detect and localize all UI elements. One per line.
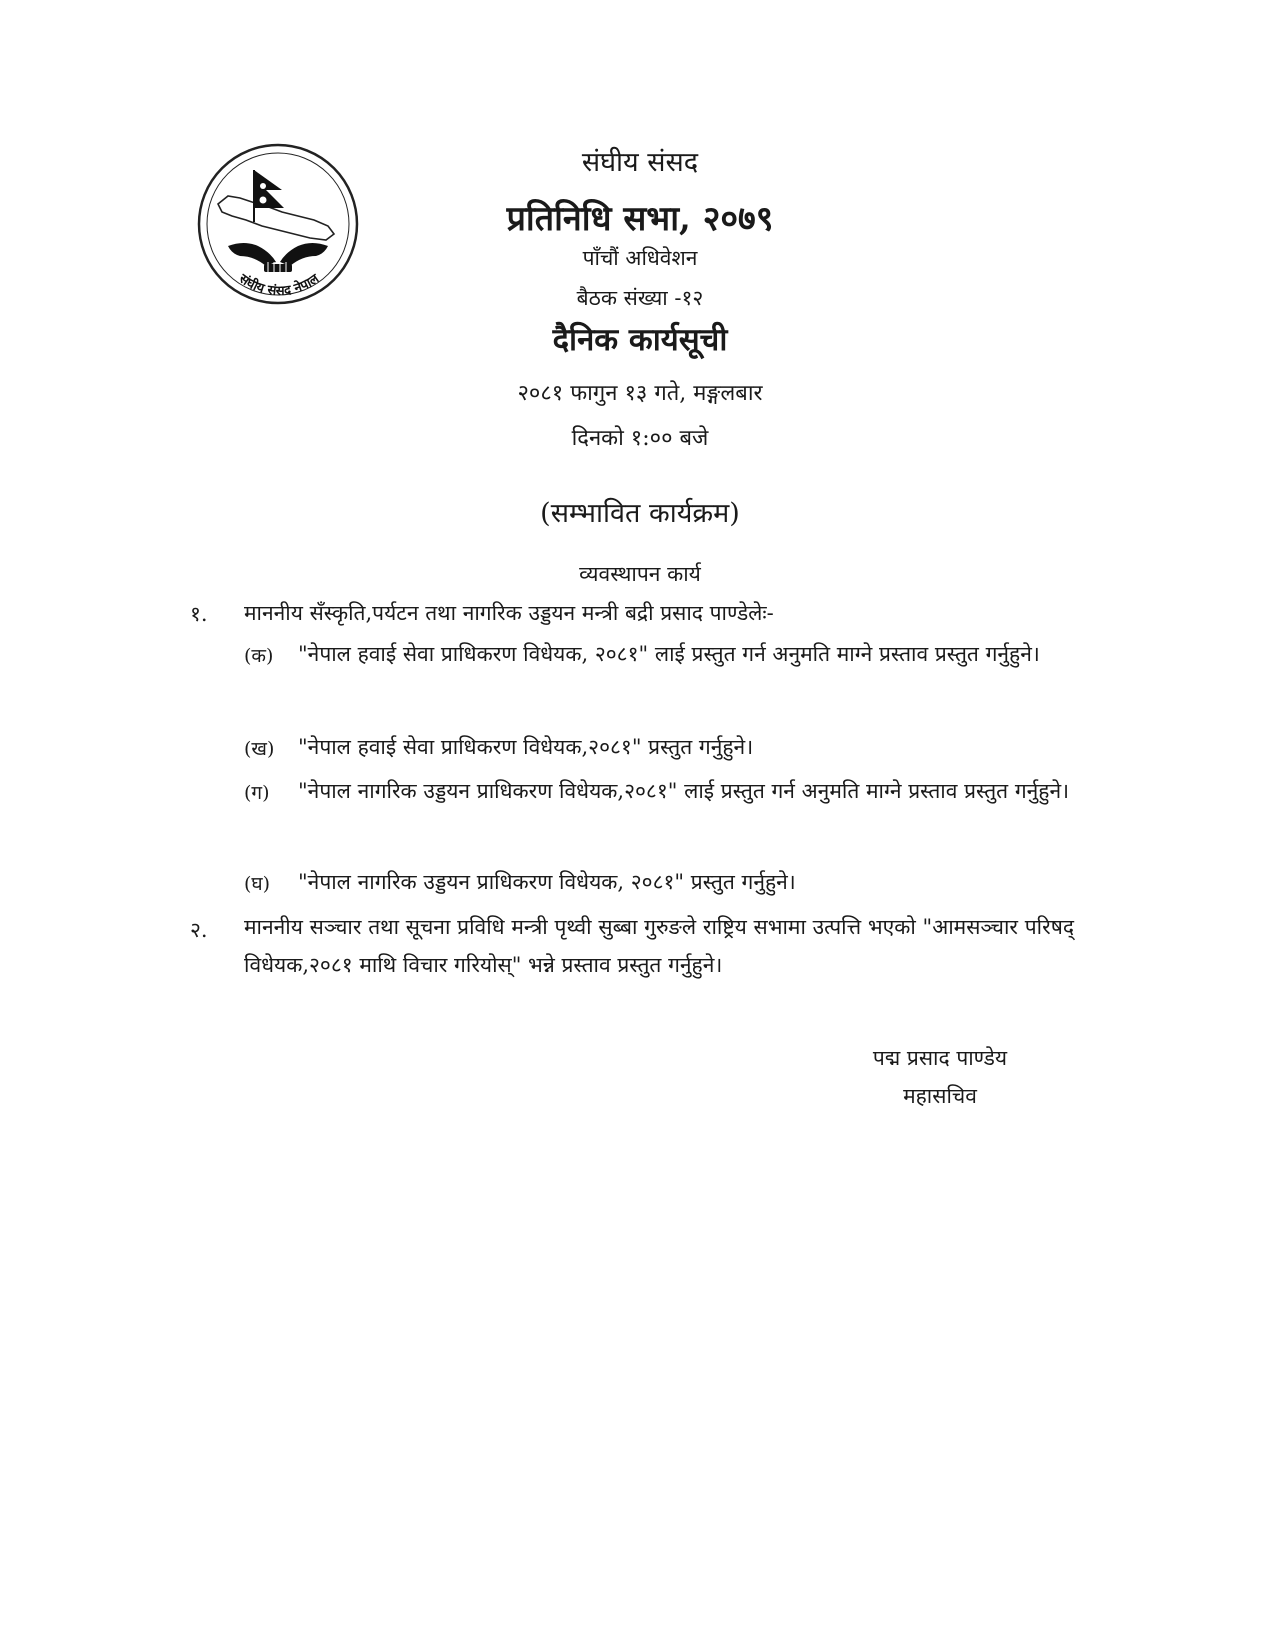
item-number: २. <box>190 918 208 942</box>
subitem-label: (ख) <box>244 738 275 760</box>
agenda-title: दैनिक कार्यसूची <box>552 322 728 358</box>
signatory-title: महासचिव <box>903 1084 977 1108</box>
item-number: १. <box>190 602 208 626</box>
programme-heading: (सम्भावित कार्यक्रम) <box>540 498 740 529</box>
parliament-emblem-icon <box>196 142 360 306</box>
session-label: पाँचौं अधिवेशन <box>582 246 698 270</box>
signatory-name: पद्म प्रसाद पाण्डेय <box>872 1046 1008 1070</box>
subitem-label: (घ) <box>244 873 271 895</box>
subitem-label: (क) <box>244 645 274 667</box>
parliament-name: संघीय संसद <box>581 147 699 178</box>
meeting-number: बैठक संख्या -१२ <box>576 286 704 310</box>
subitem-text: "नेपाल नागरिक उड्डयन प्राधिकरण विधेयक, २०८१" प्रस्तुत गर्नुहुने। <box>298 870 796 894</box>
agenda-time: दिनको १:०० बजे <box>571 426 709 451</box>
item-text: माननीय सञ्चार तथा सूचना प्रविधि मन्त्री पृथ्वी सुब्बा गुरुङले राष्ट्रिय सभामा उत्पत्ति भएको "आमसञ्चार परिषद् विधेयक,२०८१ माथि विचार गरियोस्" भन्ने प्रस्ताव प्रस्तुत गर्नुहुने। <box>244 915 1074 977</box>
section-heading: व्यवस्थापन कार्य <box>579 562 701 586</box>
subitem-text: "नेपाल हवाई सेवा प्राधिकरण विधेयक, २०८१" लाई प्रस्तुत गर्न अनुमति माग्ने प्रस्ताव प्रस्तुत गर्नुहुने। <box>298 642 1040 666</box>
subitem-text: "नेपाल हवाई सेवा प्राधिकरण विधेयक,२०८१" प्रस्तुत गर्नुहुने। <box>298 735 754 759</box>
emblem-ring-text: संघीय संसद नेपाल <box>236 271 322 299</box>
subitem-text: "नेपाल नागरिक उड्डयन प्राधिकरण विधेयक,२०८१" लाई प्रस्तुत गर्न अनुमति माग्ने प्रस्ताव प्रस्तुत गर्नुहुने। <box>298 779 1070 803</box>
subitem-label: (ग) <box>244 782 270 804</box>
svg-text:संघीय संसद नेपाल <box>235 270 323 299</box>
agenda-date: २०८१ फागुन १३ गते, मङ्गलबार <box>517 381 763 406</box>
item-text: माननीय सँस्कृति,पर्यटन तथा नागरिक उड्डयन मन्त्री बद्री प्रसाद पाण्डेलेः- <box>244 601 774 625</box>
house-title: प्रतिनिधि सभा, २०७९ <box>506 199 774 239</box>
